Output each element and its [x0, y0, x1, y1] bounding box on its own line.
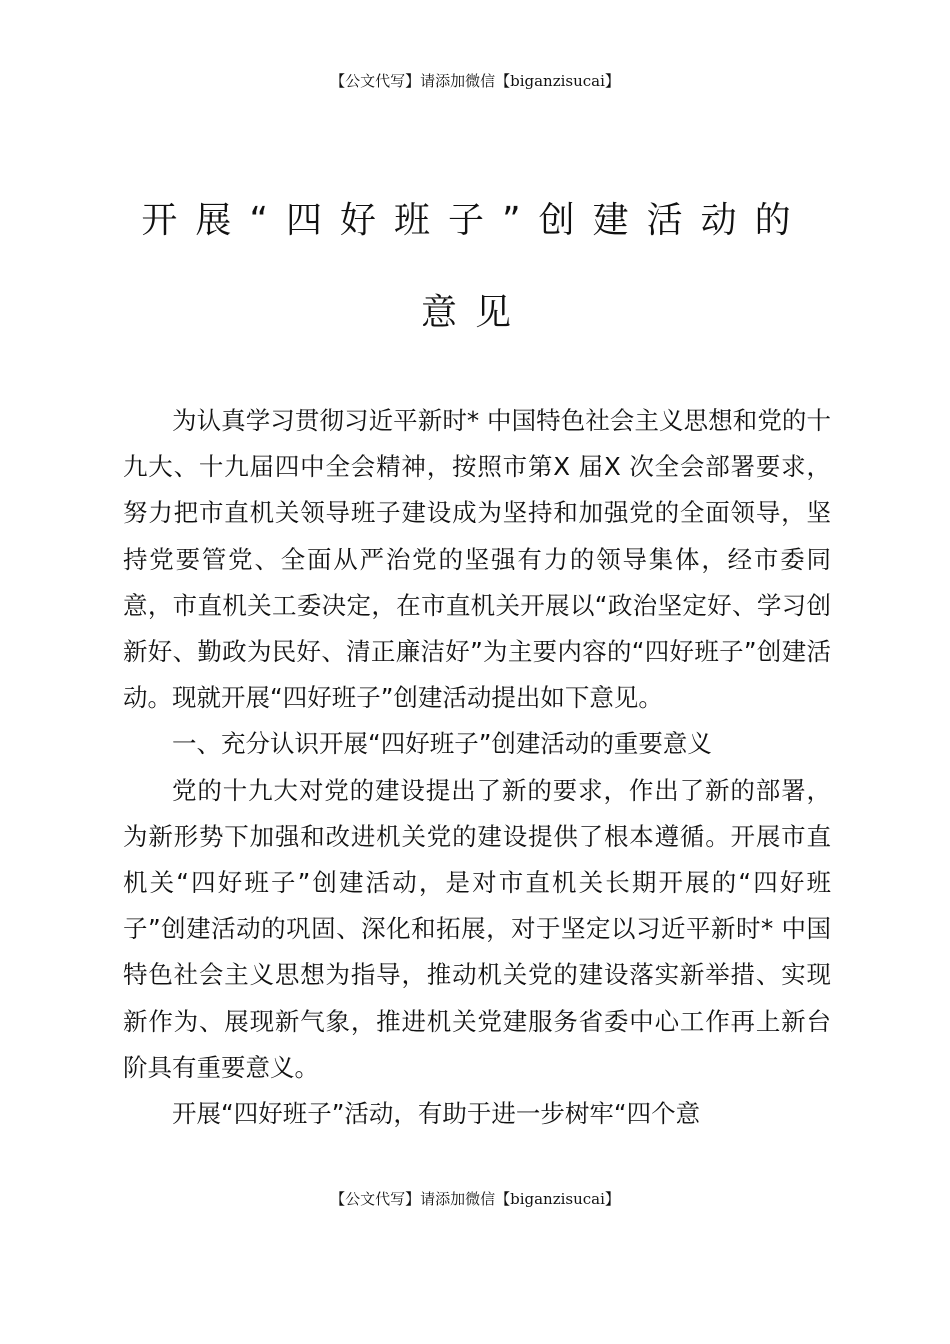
paragraph-intro: 为认真学习贯彻习近平新时* 中国特色社会主义思想和党的十九大、十九届四中全会精神，按照市第X 届X 次全会部署要求，努力把市直机关领导班子建设成为坚持和加强党的全面领导，坚持党要管党、全面从严治党的坚强有力的领导集体，经市委同意，市直机关工委决定，在市直机关开展以“政治坚定好、学习创新好、勤政为民好、清正廉洁好”为主要内容的“四好班子”创建活动。现就开展“四好班子”创建活动提出如下意见。	[123, 406, 831, 713]
section-heading-1: 一、充分认识开展“四好班子”创建活动的重要意义	[172, 729, 712, 759]
document-body	[123, 398, 831, 1137]
paragraph-significance: 党的十九大对党的建设提出了新的要求，作出了新的部署，为新形势下加强和改进机关党的建设提供了根本遵循。开展市直机关“四好班子”创建活动，是对市直机关长期开展的“四好班子”创建活动的巩固、深化和拓展，对于坚定以习近平新时* 中国特色社会主义思想为指导，推动机关党的建设落实新举措、实现新作为、展现新气象，推进机关党建服务省委中心工作再上新台阶具有重要意义。	[123, 775, 831, 1082]
page-footer: 【公文代写】请添加微信【biganzisucai】	[330, 1190, 620, 1208]
document-title-line-1: 开展“四好班子”创建活动的	[141, 200, 809, 241]
page-header: 【公文代写】请添加微信【biganzisucai】	[330, 72, 620, 90]
document-title-line-2: 意见	[420, 292, 529, 333]
paragraph-continued: 开展“四好班子”活动，有助于进一步树牢“四个意	[172, 1099, 701, 1129]
